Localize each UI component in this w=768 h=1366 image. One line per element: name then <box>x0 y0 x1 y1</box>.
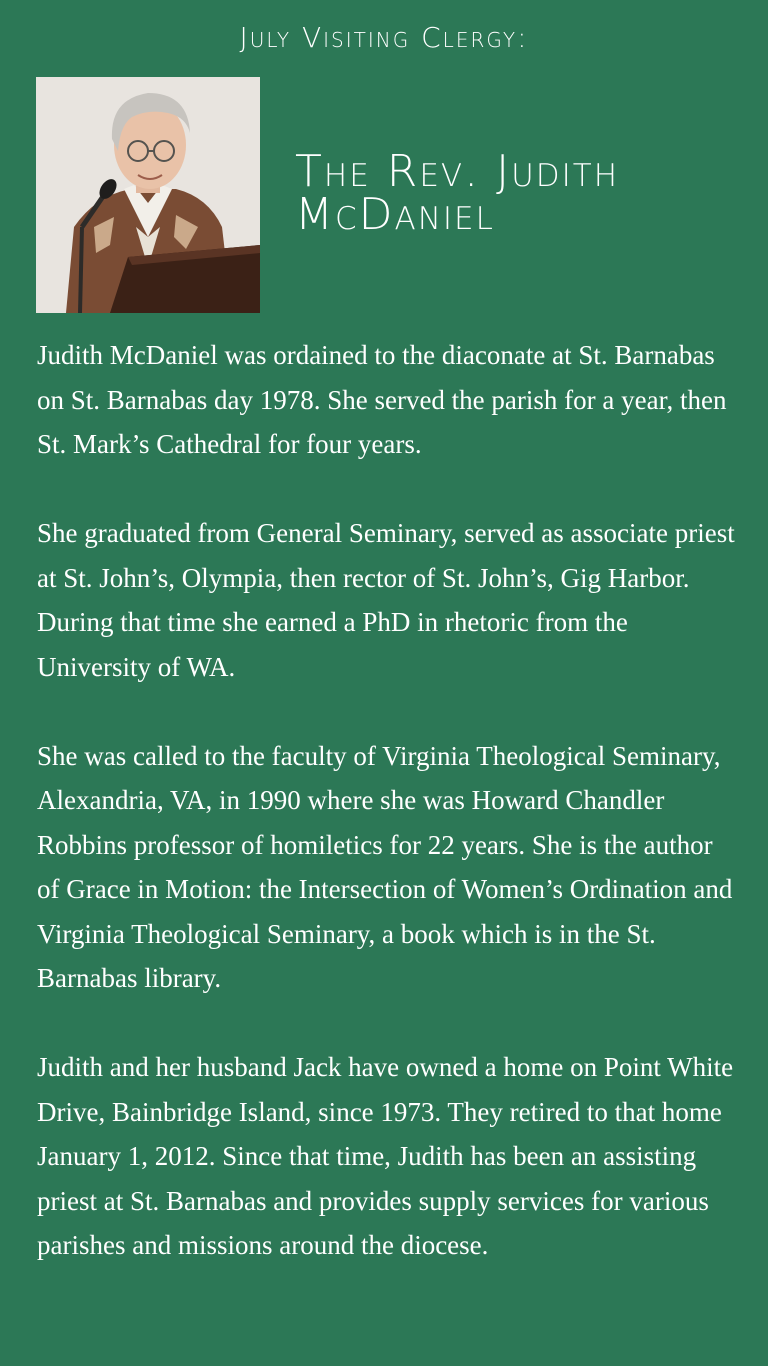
clergy-photo <box>36 77 260 313</box>
portrait-image <box>36 77 260 313</box>
bio-paragraph-3: She was called to the faculty of Virginia Theological Seminary, Alexandria, VA, in 1990 where she was Howard Chandler Robbins professor of homiletics for 22 years. She is the author of Grace in Motion: the Intersection of Women’s Ordination and Virginia Theological Seminary, a book which is in the St. Barnabas library. <box>37 740 733 993</box>
biography <box>37 333 737 1312</box>
clergy-name: The Rev. Judith McDaniel <box>295 146 620 240</box>
page-title: July Visiting Clergy: <box>239 21 529 54</box>
bio-paragraph-2: She graduated from General Seminary, served as associate priest at St. John’s, Olympia, then rector of St. John’s, Gig Harbor. During that time she earned a PhD in rhetoric from the University of WA. <box>37 518 735 682</box>
bio-paragraph-4: Judith and her husband Jack have owned a home on Point White Drive, Bainbridge Island, since 1973. They retired to that home January 1, 2012. Since that time, Judith has been an assisting priest at St. Barnabas and provides supply services for various parishes and missions around the diocese. <box>37 1052 734 1260</box>
bio-paragraph-1: Judith McDaniel was ordained to the diaconate at St. Barnabas on St. Barnabas day 1978. She served the parish for a year, then St. Mark’s Cathedral for four years. <box>37 340 727 459</box>
